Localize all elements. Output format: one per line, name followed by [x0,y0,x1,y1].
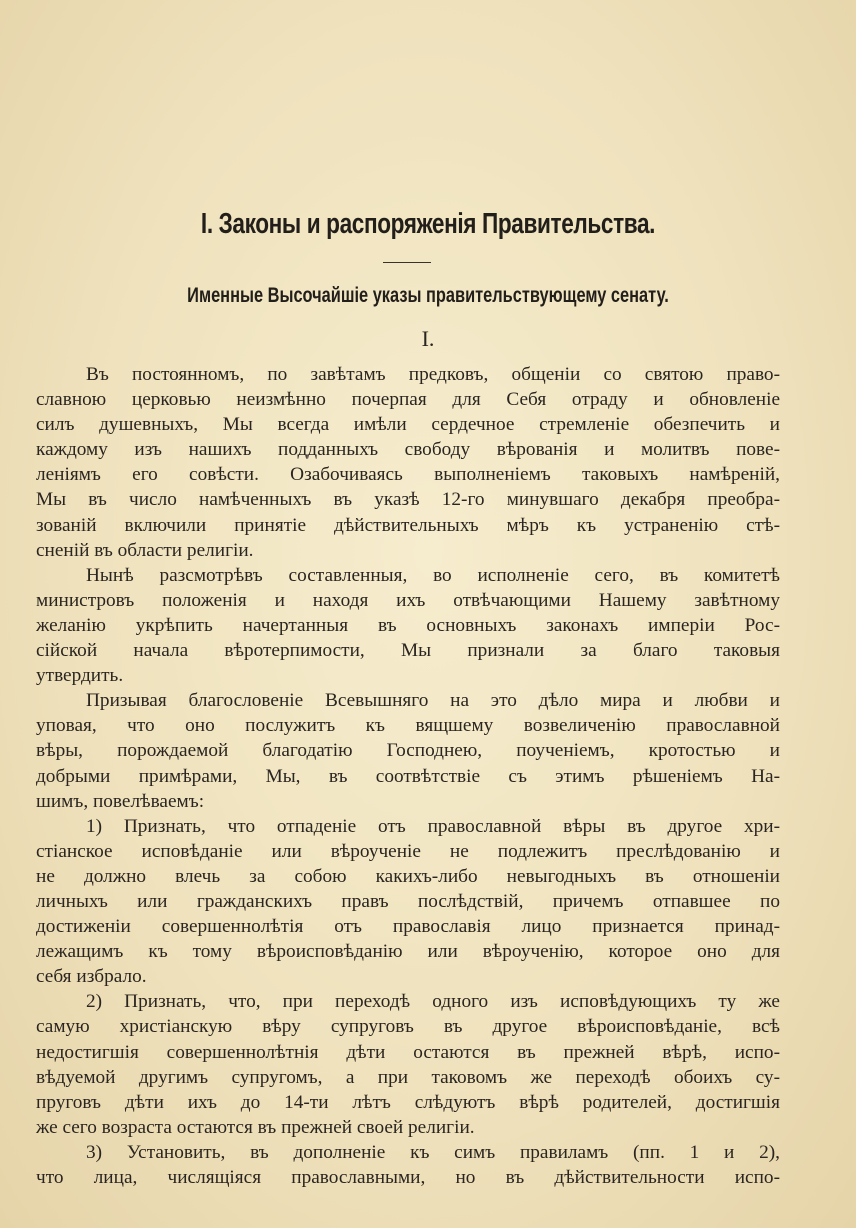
text-line: зованій включили принятіе дѣйствительныхъ мѣръ къ устраненію стѣ- [36,514,780,536]
text-line: добрыми примѣрами, Мы, въ соотвѣтствіе съ этимъ рѣшеніемъ На- [36,765,780,787]
text-line: 1) Признать, что отпаденіе отъ православной вѣры въ другое хри- [86,815,780,837]
text-line: сненій въ области религіи. [36,539,254,561]
text-line: что лица, числящіяся православными, но въ дѣйствительности испо- [36,1167,780,1188]
body-text [36,362,780,1190]
text-line: каждому изъ нашихъ подданныхъ свободу вѣрованія и молитвъ пове- [36,439,780,461]
page-title: I. Законы и распоряженія Правительства. [200,208,656,240]
text-line: вѣры, порождаемой благодатію Господнею, поученіемъ, кротостью и [36,740,780,762]
text-line: достиженіи совершеннолѣтія отъ православія лицо признается принад- [36,916,780,938]
text-line: Мы въ число намѣченныхъ въ указѣ 12-го минувшаго декабря преобра- [36,489,780,511]
text-line: не должно влечь за собою какихъ-либо невыгодныхъ въ отношеніи [36,865,780,887]
text-line: 3) Установить, въ дополненіе къ симъ правиламъ (пп. 1 и 2), [86,1141,780,1163]
text-line: Призывая благословеніе Всевышняго на это дѣло мира и любви и [86,690,780,712]
text-line: же сего возраста остаются въ прежней своей религіи. [36,1116,475,1138]
title-divider [383,262,431,263]
text-line: Нынѣ разсмотрѣвъ составленныя, во исполненіе сего, въ комитетѣ [86,564,780,586]
text-line: себя избрало. [36,966,147,988]
text-line: министровъ положенія и находя ихъ отвѣчающими Нашему завѣтному [36,589,780,611]
text-line: уповая, что оно послужитъ къ вящшему возвеличенію православной [36,715,780,737]
text-line: самую христіанскую вѣру супруговъ въ другое вѣроисповѣданіе, всѣ [36,1016,780,1038]
text-line: стіанское исповѣданіе или вѣроученіе не подлежитъ преслѣдованію и [36,840,780,862]
text-line: сійской начала вѣротерпимости, Мы признали за благо таковыя [36,640,780,662]
text-line: желанію укрѣпить начертанныя въ основныхъ законахъ имперіи Рос- [36,614,780,636]
text-line: шимъ, повелѣваемъ: [36,790,205,812]
text-line: пруговъ дѣти ихъ до 14-ти лѣтъ слѣдуютъ вѣрѣ родителей, достигшія [36,1091,780,1113]
text-line: лежащимъ къ тому вѣроисповѣданію или вѣроученію, которое оно для [36,941,780,963]
text-line: недостигшія совершеннолѣтнія дѣти остаются въ прежней вѣрѣ, испо- [36,1041,780,1063]
section-subtitle: Именные Высочайшіе указы правительствующему сенату. [187,284,669,307]
section-number: I. [421,326,435,351]
text-line: 2) Признать, что, при переходѣ одного изъ исповѣдующихъ ту же [86,991,780,1013]
text-line: личныхъ или гражданскихъ правъ послѣдствій, причемъ отпавшее по [36,890,780,912]
text-line: вѣдуемой другимъ супругомъ, а при таковомъ же переходѣ обоихъ су- [36,1066,780,1088]
text-line: силъ душевныхъ, Мы всегда имѣли сердечное стремленіе обезпечить и [36,414,780,436]
text-line: утвердить. [36,665,124,687]
text-line: Въ постоянномъ, по завѣтамъ предковъ, общеніи со святою право- [86,364,780,385]
text-line: славною церковью неизмѣнно почерпая для Себя отраду и обновленіе [36,389,780,411]
text-line: леніямъ его совѣсти. Озабочиваясь выполненіемъ таковыхъ намѣреній, [36,464,780,486]
